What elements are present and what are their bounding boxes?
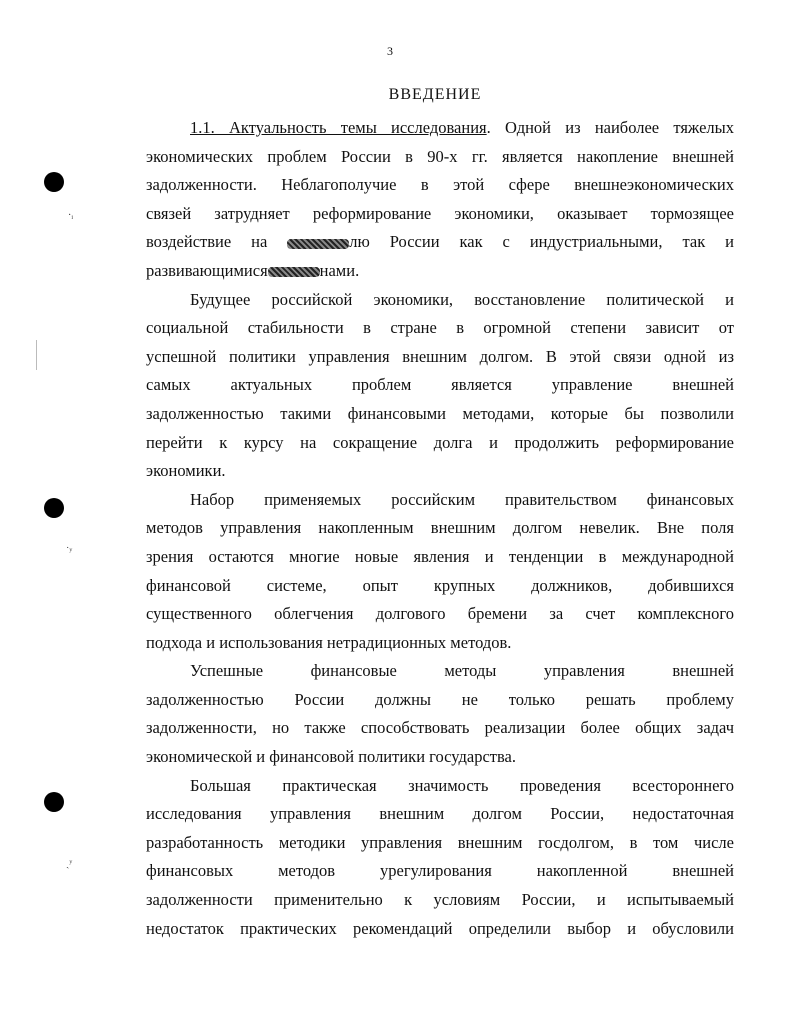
page-heading: ВВЕДЕНИЕ (388, 86, 482, 103)
redaction-smudge (268, 267, 320, 277)
paragraph-line: задолженности, но также способствовать реализации более общих задач (146, 718, 734, 738)
redaction-smudge (287, 239, 349, 249)
binder-hole (44, 792, 64, 812)
binder-hole (44, 172, 64, 192)
scan-speck: ˎʸ (66, 858, 73, 869)
paragraph-line: исследования управления внешним долгом России, недостаточная (146, 804, 734, 824)
paragraph-line: успешной политики управления внешним долгом. В этой связи одной из (146, 346, 734, 366)
paragraph-line: методов управления накопленным внешним долгом невелик. Вне поля (146, 518, 734, 538)
paragraph-line: задолженности. Неблагополучие в этой сфере внешнеэкономических (146, 175, 734, 195)
scan-speck: ˙ʸ (66, 546, 73, 557)
paragraph-line: самых актуальных проблем является управление внешней (146, 375, 734, 395)
page-number: 3 (387, 44, 393, 58)
paragraph-line: экономических проблем России в 90-х гг. является накопление внешней (146, 146, 734, 166)
paragraph-line: 1.1. Актуальность темы исследования. Одной из наиболее тяжелых (190, 118, 734, 137)
paragraph-line: развивающимися нами. (146, 260, 360, 280)
paragraph-line: экономики. (146, 461, 226, 481)
paragraph-line: Большая практическая значимость проведения всестороннего (190, 775, 734, 795)
paragraph-line: воздействие на лю России как с индустриальными, так и (146, 232, 734, 252)
paragraph-line: финансовых методов урегулирования накопленной внешней (146, 861, 734, 881)
paragraph-line: задолженности применительно к условиям России, и испытываемый (146, 890, 734, 910)
paragraph-line: экономической и финансовой политики государства. (146, 747, 517, 767)
body-text (146, 114, 734, 943)
paragraph-line: зрения остаются многие новые явления и тенденции в международной (146, 546, 734, 566)
paragraph-line: задолженностью России должны не только решать проблему (146, 689, 734, 709)
paragraph-line: разработанность методики управления внешним госдолгом, в том числе (146, 832, 734, 852)
scan-speck: ·ᵢ (68, 210, 73, 221)
paragraph-line: задолженностью такими финансовыми методами, которые бы позволили (146, 403, 734, 423)
paragraph-line: существенного облегчения долгового бремени за счет комплексного (146, 604, 734, 624)
paragraph-line: Набор применяемых российским правительством финансовых (190, 489, 734, 509)
paragraph-line: Успешные финансовые методы управления внешней (190, 661, 734, 681)
paragraph-line: связей затрудняет реформирование экономики, оказывает тормозящее (146, 203, 734, 223)
binder-hole (44, 498, 64, 518)
paragraph-line: подхода и использования нетрадиционных методов. (146, 632, 512, 652)
scan-edge-line (36, 340, 37, 370)
paragraph-line: перейти к курсу на сокращение долга и продолжить реформирование (146, 432, 734, 452)
paragraph-line: Будущее российской экономики, восстановление политической и (190, 289, 734, 309)
section-title: 1.1. Актуальность темы исследования (190, 118, 487, 137)
paragraph-line: недостаток практических рекомендаций определили выбор и обусловили (146, 918, 734, 938)
paragraph-line: финансовой системе, опыт крупных должников, добившихся (146, 575, 734, 595)
paragraph-line: социальной стабильности в стране в огромной степени зависит от (146, 318, 734, 338)
